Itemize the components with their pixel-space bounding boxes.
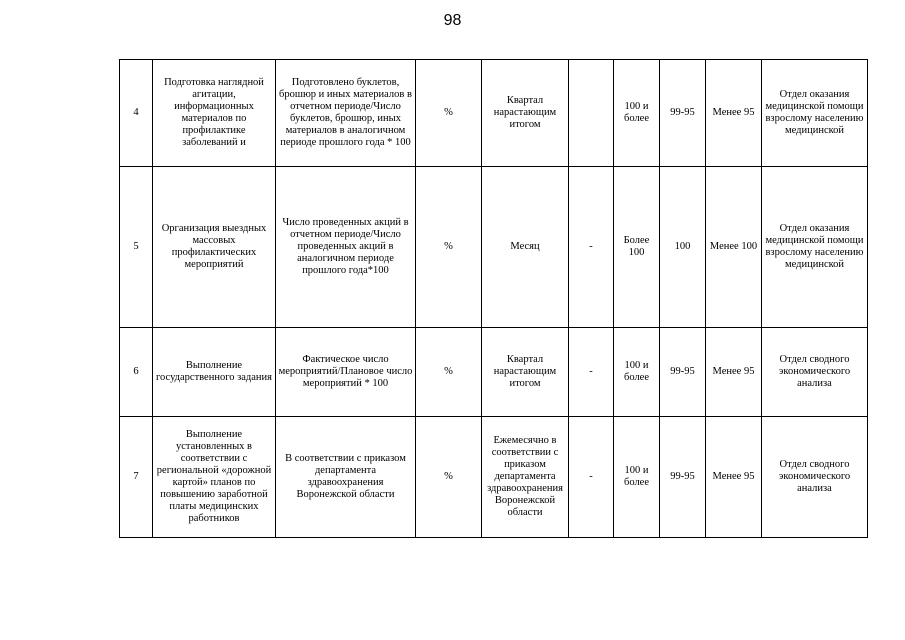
responsible-dept: Отдел сводного экономического анализа <box>762 417 868 538</box>
value-high: 100 и более <box>614 417 660 538</box>
value-low: Менее 95 <box>706 60 762 167</box>
page-number: 98 <box>443 12 462 29</box>
value-high: Более 100 <box>614 167 660 328</box>
value-low: Менее 100 <box>706 167 762 328</box>
table-row <box>120 417 868 538</box>
unit: % <box>416 417 482 538</box>
unit: % <box>416 167 482 328</box>
row-number: 4 <box>120 60 153 167</box>
row-number: 5 <box>120 167 153 328</box>
value-mid: 100 <box>660 167 706 328</box>
indicator-name: Организация выездных массовых профилактических мероприятий <box>153 167 276 328</box>
indicators-table <box>119 59 868 538</box>
period: Ежемесячно в соответствии с приказом департамента здравоохранения Воронежской области <box>482 417 569 538</box>
unit: % <box>416 60 482 167</box>
value-mid: 99-95 <box>660 60 706 167</box>
period: Квартал нарастающим итогом <box>482 60 569 167</box>
dash-cell: - <box>569 328 614 417</box>
row-number: 7 <box>120 417 153 538</box>
dash-cell <box>569 60 614 167</box>
period: Месяц <box>482 167 569 328</box>
dash-cell: - <box>569 167 614 328</box>
calculation-formula: Подготовлено буклетов, брошюр и иных материалов в отчетном периоде/Число буклетов, брошюр, иных материалов в аналогичном периоде прошлого года * 100 <box>276 60 416 167</box>
table-row <box>120 167 868 328</box>
indicator-name: Выполнение государственного задания <box>153 328 276 417</box>
value-mid: 99-95 <box>660 328 706 417</box>
value-low: Менее 95 <box>706 328 762 417</box>
value-high: 100 и более <box>614 328 660 417</box>
indicator-name: Выполнение установленных в соответствии с региональной «дорожной картой» планов по повышению заработной платы медицинских работников <box>153 417 276 538</box>
row-number: 6 <box>120 328 153 417</box>
value-high: 100 и более <box>614 60 660 167</box>
responsible-dept: Отдел оказания медицинской помощи взрослому населению медицинской <box>762 167 868 328</box>
table-row <box>120 60 868 167</box>
calculation-formula: В соответствии с приказом департамента здравоохранения Воронежской области <box>276 417 416 538</box>
calculation-formula: Фактическое число мероприятий/Плановое число мероприятий * 100 <box>276 328 416 417</box>
indicator-name: Подготовка наглядной агитации, информационных материалов по профилактике заболеваний и <box>153 60 276 167</box>
table-row <box>120 328 868 417</box>
unit: % <box>416 328 482 417</box>
responsible-dept: Отдел оказания медицинской помощи взрослому населению медицинской <box>762 60 868 167</box>
calculation-formula: Число проведенных акций в отчетном периоде/Число проведенных акций в аналогичном периоде прошлого года*100 <box>276 167 416 328</box>
responsible-dept: Отдел сводного экономического анализа <box>762 328 868 417</box>
dash-cell: - <box>569 417 614 538</box>
value-mid: 99-95 <box>660 417 706 538</box>
value-low: Менее 95 <box>706 417 762 538</box>
period: Квартал нарастающим итогом <box>482 328 569 417</box>
